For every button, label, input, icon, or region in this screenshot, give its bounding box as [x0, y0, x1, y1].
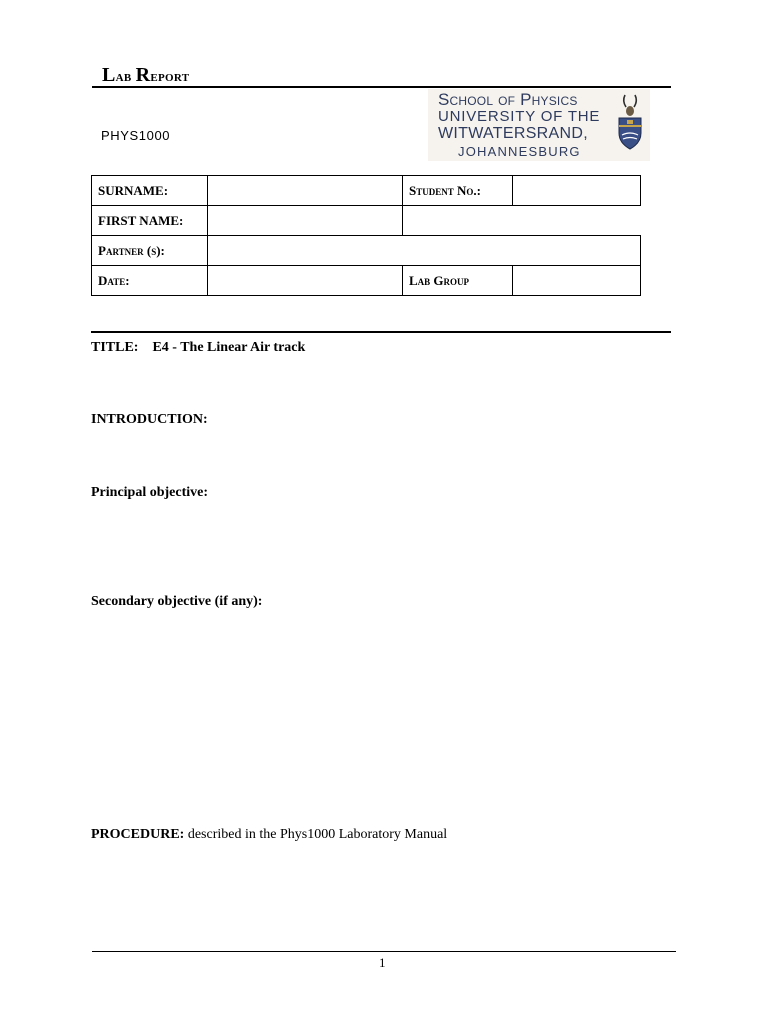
- secondary-objective-heading: Secondary objective (if any):: [91, 594, 263, 609]
- date-label: Date:: [92, 266, 208, 296]
- logo-university-line: UNIVERSITY OF THE: [438, 108, 601, 125]
- procedure-line: [91, 827, 447, 843]
- date-field[interactable]: [208, 266, 403, 296]
- title-rest-ab: ab: [115, 69, 132, 85]
- student-no-field[interactable]: [513, 176, 641, 206]
- lab-group-field[interactable]: [513, 266, 641, 296]
- table-row: [92, 236, 641, 266]
- section-divider: [91, 331, 671, 333]
- title-rest-eport: eport: [150, 69, 190, 85]
- logo-witwatersrand-line: WITWATERSRAND,: [438, 125, 588, 142]
- surname-label: SURNAME:: [92, 176, 208, 206]
- university-logo: [428, 89, 650, 161]
- course-code: PHYS1000: [101, 128, 171, 143]
- header-divider: [92, 86, 671, 88]
- crest-icon: [612, 91, 648, 155]
- title-initial-l: L: [102, 64, 116, 86]
- table-row: [92, 206, 641, 236]
- introduction-heading: INTRODUCTION:: [91, 412, 208, 427]
- logo-city-line: JOHANNESBURG: [458, 144, 581, 159]
- report-title: [102, 64, 189, 87]
- partner-label: Partner (s):: [92, 236, 208, 266]
- lab-group-label: Lab Group: [403, 266, 513, 296]
- first-name-field[interactable]: [208, 206, 403, 236]
- table-row: [92, 176, 641, 206]
- surname-field[interactable]: [208, 176, 403, 206]
- procedure-label: PROCEDURE:: [91, 827, 185, 842]
- title-label: TITLE:: [91, 340, 139, 355]
- first-name-extra-cell: [403, 206, 641, 236]
- footer-divider: [92, 951, 676, 952]
- table-row: [92, 266, 641, 296]
- logo-school-name: School of Physics: [438, 90, 578, 109]
- partner-field[interactable]: [208, 236, 641, 266]
- procedure-description: described in the Phys1000 Laboratory Manual: [184, 827, 448, 842]
- experiment-title: [91, 340, 305, 356]
- student-no-label: Student No.:: [403, 176, 513, 206]
- first-name-label: FIRST NAME:: [92, 206, 208, 236]
- page-number: 1: [379, 955, 386, 970]
- principal-objective-heading: Principal objective:: [91, 485, 209, 500]
- title-initial-r: R: [135, 64, 151, 86]
- title-value: E4 - The Linear Air track: [152, 340, 306, 355]
- student-info-table: [91, 175, 641, 296]
